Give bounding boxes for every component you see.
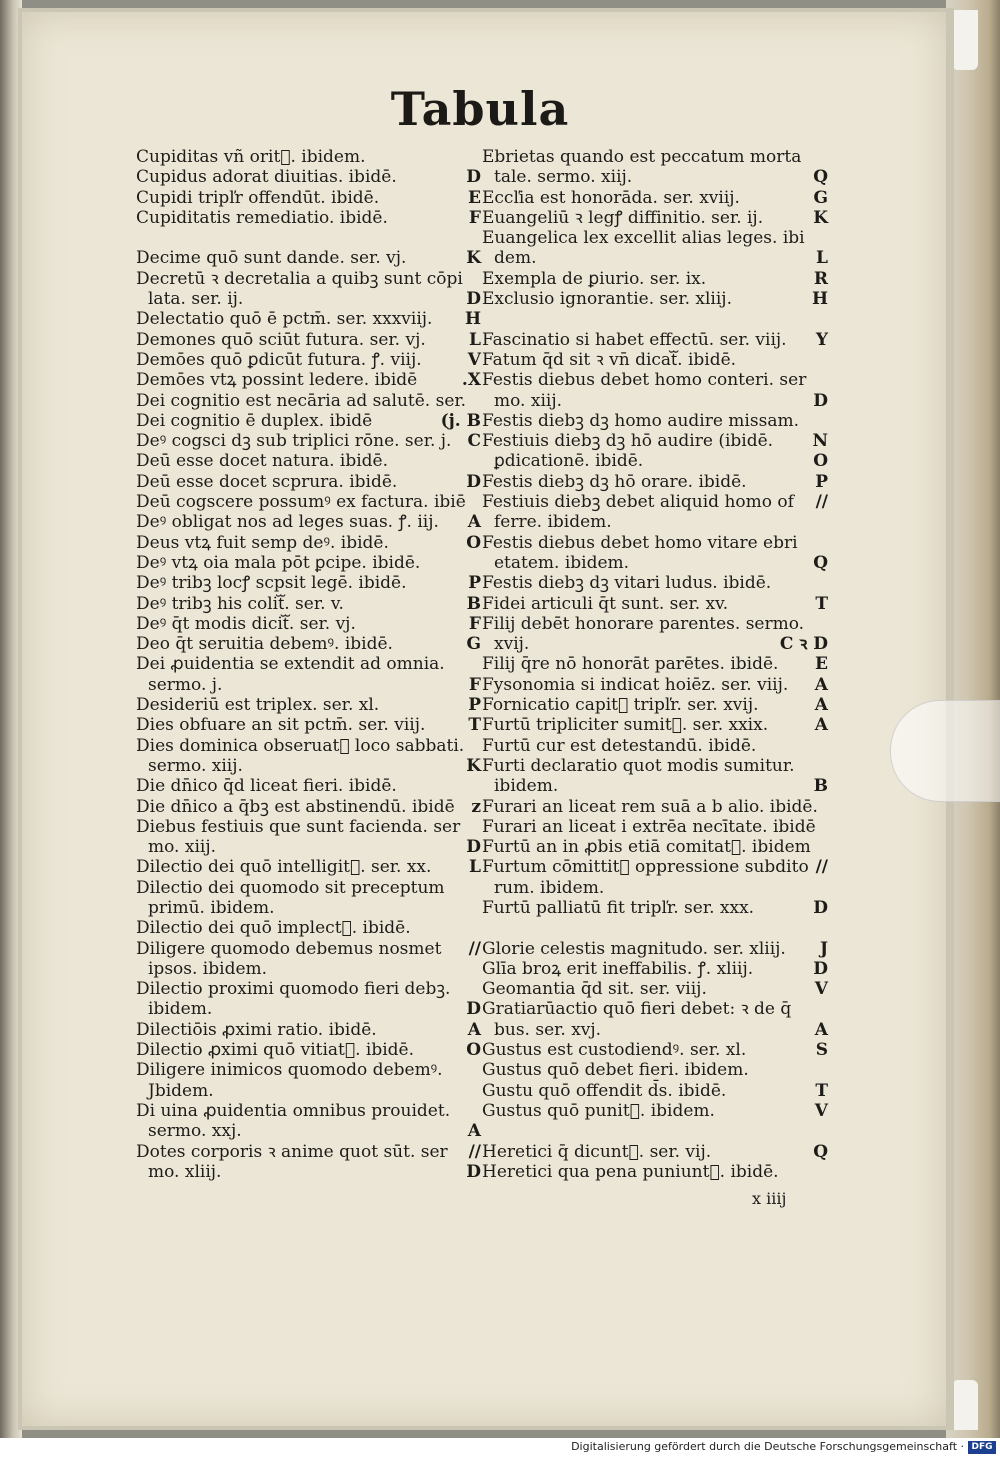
index-entry [482,431,828,451]
entry-marker: J [819,938,828,959]
index-entry [482,1081,828,1101]
entry-marker: E [815,654,828,675]
index-entry [482,248,828,268]
index-entry [482,1142,828,1162]
index-entry [136,492,481,512]
index-entry [136,370,481,390]
entry-marker: D [466,1161,481,1182]
index-entry [136,431,481,451]
entry-text: Ebrietas quando est peccatum morta [482,147,802,167]
entry-marker: O [466,532,481,553]
entry-text: Demōes quō ꝑdicūt futura. ꝭ. viij. [136,349,422,370]
entry-text: Festis diebꝫ dꝫ homo audire missam. [482,410,799,431]
entry-text: Gustus est custodiendꝰ. ser. xl. [482,1040,747,1061]
entry-text: Die dn̄ico q̄d liceat fieri. ibidē. [136,776,397,797]
index-entry [136,715,481,735]
entry-text: Heretici q̄ dicuntᷓ. ser. vij. [482,1141,712,1162]
index-entry [482,756,828,776]
entry-text: tale. sermo. xiij. [494,167,633,188]
index-entry [482,167,828,187]
entry-marker: R [813,268,828,289]
entry-text: Dilectiōis ꝓximi ratio. ibidē. [136,1019,377,1040]
index-entry [136,1101,481,1121]
entry-marker: Q [813,167,828,188]
entry-text: Dei cognitio est necāria ad salutē. ser. [136,390,467,411]
index-entry [482,614,828,634]
page-title: Tabula [390,82,570,136]
index-entry [482,350,828,370]
entry-text: Gratiarūactio quō fieri debet: ꝛ de q̄ [482,999,792,1020]
index-entry [136,330,481,350]
signature-mark: x iiij [752,1189,787,1208]
index-entry [482,533,828,553]
entry-marker: D [466,837,481,858]
entry-text: Dei ꝓuidentia se extendit ad omnia. [136,654,445,675]
entry-text: Furti declaratio quot modis sumitur. [482,755,795,776]
index-entry [482,776,828,796]
entry-marker: K [813,207,828,228]
entry-text: Fysonomia si indicat hoiēz. ser. viij. [482,674,789,695]
entry-text: Diligere quomodo debemus nosmet [136,938,442,959]
entry-marker: N [812,431,828,452]
entry-text: Di uina ꝓuidentia omnibus prouidet. [136,1100,451,1121]
entry-text: Glorie celestis magnitudo. ser. xliij. [482,938,786,959]
index-entry [482,1060,828,1080]
index-entry [136,736,481,756]
entry-marker: A [814,674,828,695]
entry-marker: K [466,248,481,269]
entry-text: Furtū palliatū fit tripľr. ser. xxx. [482,897,755,918]
entry-marker: // [468,938,481,959]
entry-text: Heretici qua pena puniuntᷓ. ibidē. [482,1161,779,1182]
index-entry [482,999,828,1019]
index-entry [482,736,828,756]
entry-marker: T [468,715,481,736]
index-entry [136,1060,481,1080]
page-clip [890,700,1000,802]
index-entry [482,269,828,289]
entry-text: Deꝰ cogsci dꝫ sub triplici rōne. ser. j. [136,431,452,452]
entry-marker: G [813,187,828,208]
entry-marker: Q [813,1141,828,1162]
entry-text: ibidem. [494,776,559,797]
entry-text: Furtū an in ꝓbis etiā comitatᷓ. ibidem [482,837,811,858]
index-entry [482,918,828,938]
entry-marker: V [814,979,828,1000]
entry-marker: K [466,755,481,776]
entry-text: Deū cogscere possumꝰ ex factura. ibiē [136,492,466,513]
index-entry [482,979,828,999]
entry-marker: L [816,248,828,269]
entry-text: Festiuis diebꝫ dꝫ hō audire (ibidē. [482,431,774,452]
entry-text: Diligere inimicos quomodo debemꝰ. [136,1060,443,1081]
entry-marker: O [466,1040,481,1061]
index-entry [482,797,828,817]
index-entry [482,188,828,208]
entry-text: Dilectio dei quomodo sit preceptum [136,877,445,898]
index-entry [482,330,828,350]
index-entry [136,573,481,593]
index-entry [136,208,481,228]
index-entry [136,939,481,959]
entry-text: Deꝰ obligat nos ad leges suas. ꝭ. iij. [136,512,439,533]
entry-text: Gustus quō debet fieri. ibidem. [482,1060,749,1081]
index-entry [482,1121,828,1141]
index-entry [136,918,481,938]
index-entry [482,451,828,471]
entry-text: Festis diebꝫ dꝫ hō orare. ibidē. [482,471,747,492]
footer-credit: Digitalisierung gefördert durch die Deutsche Forschungsgemeinschaft · [571,1440,964,1453]
entry-text: Decime quō sunt dande. ser. vj. [136,248,407,269]
entry-marker: L [469,329,481,350]
index-entry [482,898,828,918]
entry-text: Exempla de ꝑiurio. ser. ix. [482,268,707,289]
entry-text: Festiuis diebꝫ debet aliquid homo of [482,492,794,513]
entry-text: Gustus quō punitᷓ. ibidem. [482,1100,715,1121]
index-entry [482,837,828,857]
entry-marker: D [813,958,828,979]
index-entry [482,1162,828,1182]
entry-text: Delectatio quō ē pctm̄. ser. xxxviij. [136,309,433,330]
index-entry [136,309,481,329]
index-entry [136,289,481,309]
entry-text: Exclusio ignorantie. ser. xliij. [482,289,732,310]
index-entry [482,695,828,715]
index-entry [136,959,481,979]
entry-text: Dilectio proximi quomodo fieri debꝫ. [136,979,451,1000]
index-entry [482,634,828,654]
index-entry [482,857,828,877]
index-entry [136,898,481,918]
entry-marker: S [815,1040,828,1061]
entry-marker: E [468,187,481,208]
index-entry [136,837,481,857]
entry-text: Dilectio dei quō implectᷓ. ibidē. [136,918,411,939]
index-entry [136,391,481,411]
index-entry [136,614,481,634]
entry-text: Demones quō sciūt futura. ser. vj. [136,329,426,350]
index-entry [482,1040,828,1060]
index-entry [482,1101,828,1121]
entry-text: Gustu quō offendit d̄s. ibidē. [482,1080,727,1101]
entry-text: Fascinatio si habet effectū. ser. viij. [482,329,787,350]
entry-marker: D [466,999,481,1020]
index-entry [136,756,481,776]
entry-marker: G [466,634,481,655]
index-entry [136,1040,481,1060]
entry-marker: H [464,309,481,330]
index-entry [136,1162,481,1182]
entry-text: Furtū tripliciter sumitᷓ. ser. xxix. [482,715,769,736]
index-entry [482,878,828,898]
entry-marker: A [467,512,481,533]
entry-marker: A [814,715,828,736]
entry-marker: V [467,349,481,370]
entry-marker: C ꝛ D [779,634,828,655]
index-entry [482,594,828,614]
entry-marker: A [467,1121,481,1142]
index-entry [482,939,828,959]
entry-marker: F [468,207,481,228]
entry-marker: A [814,695,828,716]
index-entry [482,492,828,512]
entry-text: sermo. xxj. [148,1121,242,1142]
entry-marker: A [467,1019,481,1040]
entry-text: Euangeliū ꝛ legꝭ diffinitio. ser. ij. [482,207,764,228]
index-entry [482,959,828,979]
right-column [482,147,828,1182]
entry-text: etatem. ibidem. [494,552,630,573]
entry-text: Fornicatio capitᷓ tripľr. ser. xvij. [482,695,759,716]
index-entry [482,370,828,390]
index-entry [482,1020,828,1040]
entry-text: Furari an liceat rem suā a b alio. ibidē. [482,796,818,817]
entry-text: bus. ser. xvj. [494,1019,602,1040]
entry-marker: T [815,1080,828,1101]
index-entry [136,147,481,167]
index-entry [482,654,828,674]
entry-marker: H [811,289,828,310]
entry-marker: P [815,471,828,492]
entry-marker: // [815,857,828,878]
entry-text: Cupidi tripľr offendūt. ibidē. [136,187,380,208]
entry-marker: z [471,796,481,817]
entry-marker: C [467,431,481,452]
entry-text: Geomantia q̄d sit. ser. viij. [482,979,707,1000]
index-entry [136,797,481,817]
entry-text: Desideriū est triplex. ser. xl. [136,695,380,716]
entry-marker: (j. B [440,410,481,431]
entry-text: mo. xiij. [494,390,562,411]
entry-text: Deꝰ vtꝝ oia mala pōt ꝑcipe. ibidē. [136,552,421,573]
index-entry [482,675,828,695]
entry-marker: D [466,289,481,310]
index-entry [136,188,481,208]
entry-marker: // [815,492,828,513]
entry-marker: L [469,857,481,878]
entry-text: primū. ibidem. [148,897,275,918]
entry-text: Deꝰ q̄t modis dicitᷓ. ser. vj. [136,613,356,634]
entry-marker: B [813,776,828,797]
index-entry [482,715,828,735]
entry-text: Eccľia est honorāda. ser. xviij. [482,187,740,208]
clip-tab-top [952,10,978,70]
entry-text: Deꝰ tribꝫ his colitᷓ. ser. v. [136,593,344,614]
entry-text: Dies obfuare an sit pctm̄. ser. viij. [136,715,426,736]
entry-text: Jbidem. [148,1080,214,1101]
entry-text: dem. [494,248,537,269]
entry-text: Furtū cur est detestandū. ibidē. [482,735,757,756]
index-entry [136,1081,481,1101]
clip-tab-bottom [952,1380,978,1430]
entry-marker: P [468,695,481,716]
entry-text: mo. xliij. [148,1161,222,1182]
entry-text: Dilectio ꝓximi quō vitiatᷓ. ibidē. [136,1040,415,1061]
index-entry [136,695,481,715]
index-entry [136,1121,481,1141]
index-entry [482,512,828,532]
index-entry [136,533,481,553]
entry-text: Diebus festiuis que sunt facienda. ser [136,816,461,837]
entry-text: Dei cognitio ē duplex. ibidē [136,410,373,431]
index-entry [136,1020,481,1040]
entry-text: Deus vtꝝ fuit semp deꝰ. ibidē. [136,532,389,553]
index-entry [136,228,481,248]
entry-marker: D [466,471,481,492]
entry-text: Furtum cōmittitᷓ oppressione subdito [482,857,809,878]
entry-text: Deū esse docet scprura. ibidē. [136,471,398,492]
entry-marker: .X [461,370,481,391]
index-entry [482,391,828,411]
entry-text: Deo q̄t seruitia debemꝰ. ibidē. [136,634,393,655]
entry-text: ipsos. ibidem. [148,958,268,979]
index-entry [482,309,828,329]
entry-text: Cupiditas vñ oritᷓ. ibidem. [136,147,366,167]
index-entry [482,573,828,593]
entry-text: Festis diebus debet homo conteri. ser [482,370,807,391]
entry-text: sermo. xiij. [148,755,243,776]
index-entry [136,999,481,1019]
entry-marker: F [468,674,481,695]
index-entry [136,857,481,877]
entry-text: Decretū ꝛ decretalia a quibꝫ sunt cōpi [136,268,463,289]
entry-marker: P [468,573,481,594]
entry-marker: B [466,593,481,614]
entry-marker: T [815,593,828,614]
index-entry [136,654,481,674]
entry-text: Die dn̄ico a q̄bꝫ est abstinendū. ibidē [136,796,455,817]
entry-text: Fatum q̄d sit ꝛ vn̄ dicatᷓ. ibidē. [482,349,737,370]
entry-text: Furari an liceat i extrēa necītate. ibidē [482,816,816,837]
entry-marker: Q [813,552,828,573]
index-entry [136,553,481,573]
entry-text: ꝑdicationē. ibidē. [494,451,644,472]
index-entry [482,472,828,492]
index-entry [136,269,481,289]
entry-text: sermo. j. [148,674,223,695]
index-entry [482,208,828,228]
entry-text: Festis diebꝫ dꝫ vitari ludus. ibidē. [482,573,772,594]
index-entry [482,553,828,573]
entry-text: Deū esse docet natura. ibidē. [136,451,388,472]
entry-text: Festis diebus debet homo vitare ebri [482,532,798,553]
entry-marker: D [813,390,828,411]
entry-text: Cupiditatis remediatio. ibidē. [136,207,388,228]
entry-text: xvij. [494,634,530,655]
index-entry [136,472,481,492]
index-entry [136,594,481,614]
entry-marker: A [814,1019,828,1040]
index-entry [136,451,481,471]
entry-text: Fidei articuli q̄t sunt. ser. xv. [482,593,729,614]
index-entry [482,817,828,837]
index-entry [482,228,828,248]
entry-marker: V [814,1100,828,1121]
index-entry [136,776,481,796]
entry-text: ferre. ibidem. [494,512,612,533]
entry-marker: Y [815,329,828,350]
footer-bar [0,1438,1000,1458]
entry-text: Filij debēt honorare parentes. sermo. [482,613,805,634]
index-entry [136,248,481,268]
entry-text: Deꝰ tribꝫ locꝭ scpsit legē. ibidē. [136,573,407,594]
index-entry [136,675,481,695]
entry-text: Filij q̄re nō honorāt parētes. ibidē. [482,654,779,675]
dfg-logo: DFG [968,1441,996,1454]
entry-text: Glīa broꝝ erit ineffabilis. ꝭ. xliij. [482,958,754,979]
entry-text: lata. ser. ij. [148,289,244,310]
entry-text: rum. ibidem. [494,877,605,898]
entry-text: Dilectio dei quō intelligitᷓ. ser. xx. [136,857,432,878]
index-entry [136,1142,481,1162]
index-entry [136,817,481,837]
left-column [136,147,481,1182]
entry-text: ibidem. [148,999,213,1020]
index-entry [482,147,828,167]
entry-marker: D [466,167,481,188]
entry-text: Dotes corporis ꝛ anime quot sūt. ser [136,1141,448,1162]
entry-marker: O [813,451,828,472]
entry-marker: F [468,613,481,634]
entry-marker: // [468,1141,481,1162]
entry-marker: D [813,897,828,918]
index-entry [136,167,481,187]
index-entry [136,979,481,999]
index-entry [136,878,481,898]
entry-text: mo. xiij. [148,837,216,858]
entry-text: Dies dominica obseruatᷓ loco sabbati. [136,735,465,756]
index-entry [136,634,481,654]
index-entry [136,512,481,532]
entry-text: Demōes vtꝝ possint ledere. ibidē [136,370,418,391]
index-entry [482,289,828,309]
index-entry [482,411,828,431]
index-entry [136,411,481,431]
index-entry [136,350,481,370]
entry-text: Cupidus adorat diuitias. ibidē. [136,167,397,188]
entry-text: Euangelica lex excellit alias leges. ibi [482,228,805,249]
